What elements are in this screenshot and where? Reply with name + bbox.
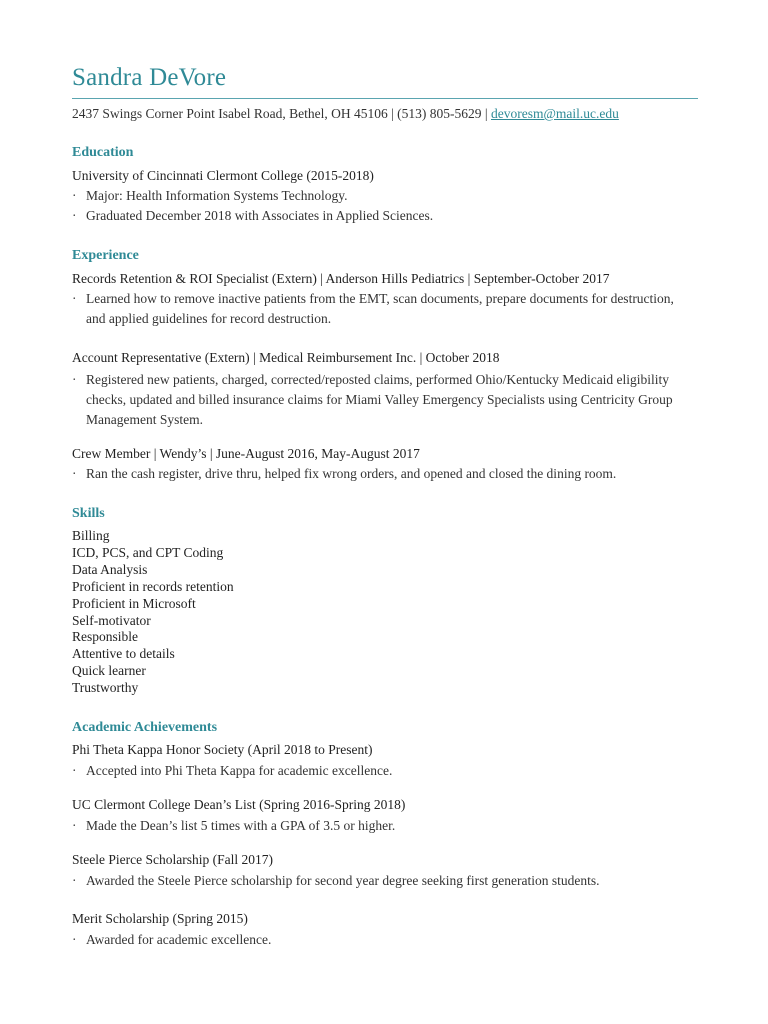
email-link[interactable]: devoresm@mail.uc.edu: [491, 106, 619, 121]
bullet-text: Awarded the Steele Pierce scholarship for second year degree seeking first generation students.: [86, 873, 600, 888]
skill-item: Attentive to details: [72, 646, 175, 662]
skill-item: Proficient in Microsoft: [72, 595, 196, 611]
list-item: [72, 370, 684, 430]
skill-item: Trustworthy: [72, 680, 139, 696]
bullet-marker: ·: [72, 291, 77, 306]
job-heading: Crew Member | Wendy’s | June-August 2016, May-August 2017: [72, 446, 420, 461]
bullet-text: Accepted into Phi Theta Kappa for academic excellence.: [86, 763, 393, 778]
section-title-education: Education: [72, 145, 134, 160]
list-item: [72, 930, 684, 950]
list-item: [72, 761, 684, 781]
bullet-marker: ·: [72, 873, 77, 888]
bullet-marker: ·: [72, 818, 77, 833]
contact-line: [72, 106, 619, 122]
bullet-marker: ·: [72, 188, 77, 203]
job-heading: Records Retention & ROI Specialist (Extern) | Anderson Hills Pediatrics | September-October 2017: [72, 271, 610, 286]
skill-item: ICD, PCS, and CPT Coding: [72, 544, 224, 560]
job-heading: Account Representative (Extern) | Medical Reimbursement Inc. | October 2018: [72, 350, 500, 365]
list-item: [72, 464, 684, 484]
bullet-text: Learned how to remove inactive patients from the EMT, scan documents, prepare documents for destruction, and applied guidelines for record destruction.: [86, 291, 674, 326]
section-title-experience: Experience: [72, 248, 139, 263]
skill-item: Proficient in records retention: [72, 578, 234, 594]
list-item: [72, 871, 684, 891]
skill-item: Self-motivator: [72, 612, 151, 628]
bullet-text: Registered new patients, charged, corrected/reposted claims, performed Ohio/Kentucky Medicaid eligibility checks, updated and billed insurance claims for Miami Valley Emergency Specialists using Centricity Group Management System.: [86, 372, 673, 427]
bullet-text: Ran the cash register, drive thru, helped fix wrong orders, and opened and closed the dining room.: [86, 466, 617, 481]
section-title-skills: Skills: [72, 506, 105, 521]
bullet-text: Graduated December 2018 with Associates in Applied Sciences.: [86, 208, 434, 223]
list-item: [72, 186, 684, 206]
bullet-marker: ·: [72, 372, 77, 387]
bullet-marker: ·: [72, 763, 77, 778]
achievement-heading: Merit Scholarship (Spring 2015): [72, 911, 248, 926]
section-title-achievements: Academic Achievements: [72, 720, 218, 735]
list-item: [72, 206, 684, 226]
bullet-marker: ·: [72, 932, 77, 947]
skill-item: Quick learner: [72, 663, 146, 679]
achievement-heading: Phi Theta Kappa Honor Society (April 2018 to Present): [72, 742, 373, 757]
skill-item: Responsible: [72, 629, 138, 645]
skill-item: Billing: [72, 528, 110, 543]
list-item: [72, 816, 684, 836]
list-item: [72, 289, 684, 329]
achievement-heading: Steele Pierce Scholarship (Fall 2017): [72, 852, 273, 867]
bullet-marker: ·: [72, 208, 77, 223]
bullet-text: Major: Health Information Systems Technology.: [86, 188, 348, 203]
header-divider: [72, 98, 698, 99]
skills-list: [72, 528, 234, 697]
contact-text: 2437 Swings Corner Point Isabel Road, Bethel, OH 45106 | (513) 805-5629 |: [72, 106, 491, 121]
education-school: University of Cincinnati Clermont College (2015-2018): [72, 168, 374, 183]
bullet-text: Made the Dean’s list 5 times with a GPA of 3.5 or higher.: [86, 818, 396, 833]
bullet-text: Awarded for academic excellence.: [86, 932, 272, 947]
skill-item: Data Analysis: [72, 561, 148, 577]
achievement-heading: UC Clermont College Dean’s List (Spring 2016-Spring 2018): [72, 797, 406, 812]
bullet-marker: ·: [72, 466, 77, 481]
applicant-name: Sandra DeVore: [72, 64, 227, 91]
